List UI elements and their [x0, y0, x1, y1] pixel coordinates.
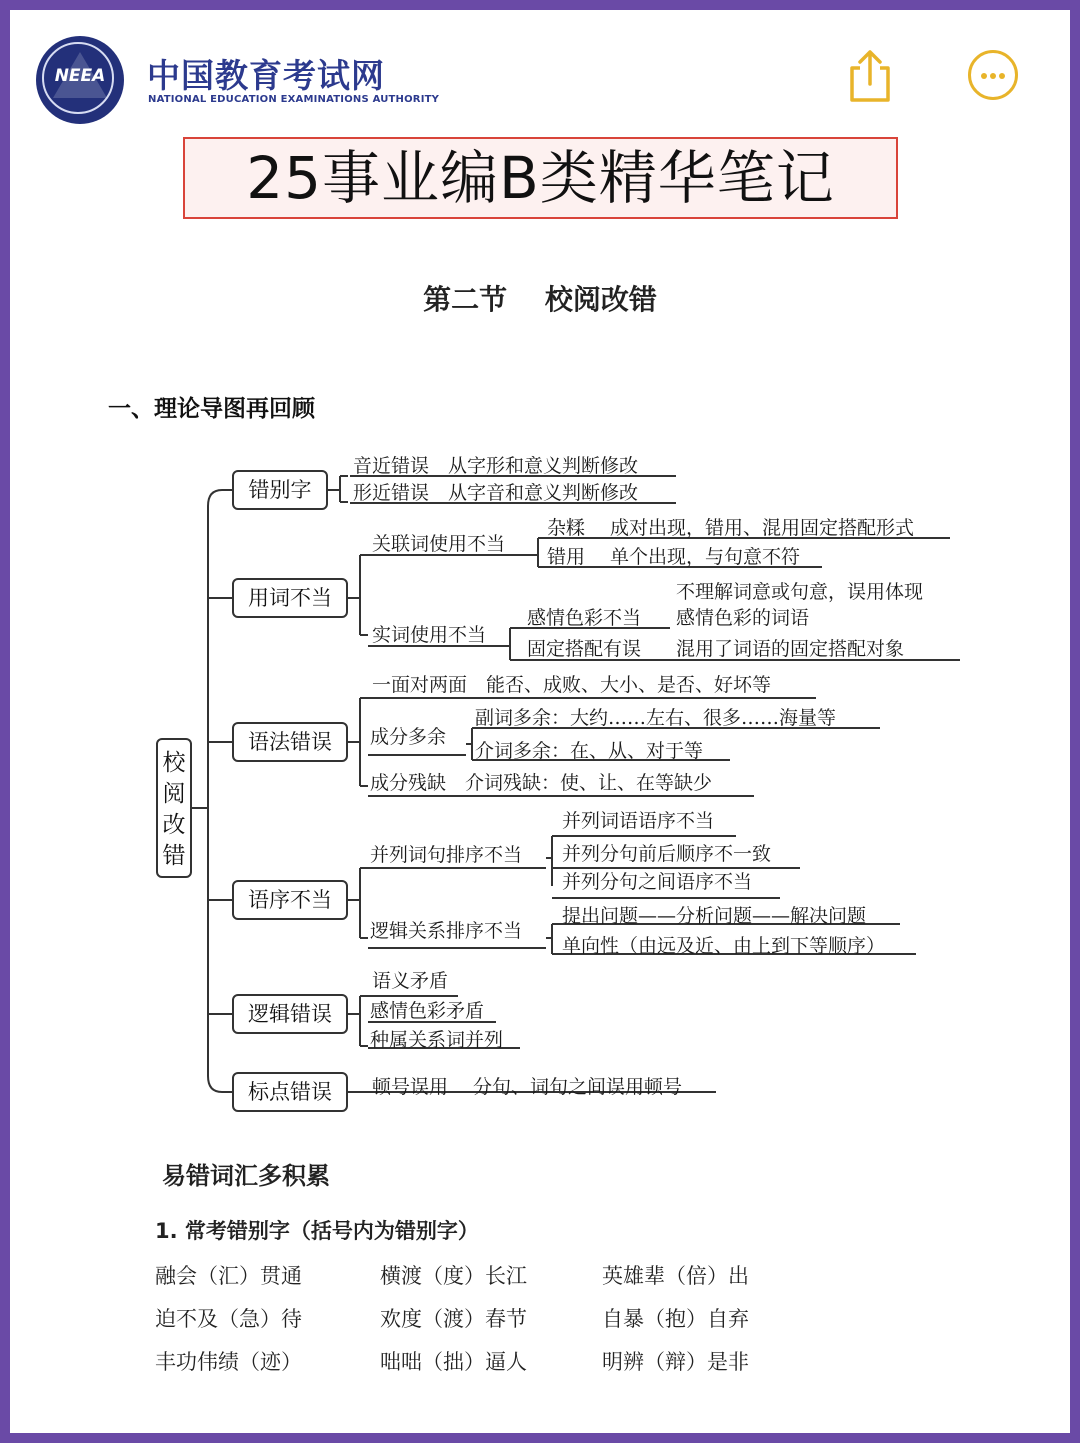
leaf-text: 成分残缺 介词残缺：使、让、在等缺少	[370, 772, 713, 794]
mindmap-root	[156, 738, 192, 878]
leaf-text: 混用了词语的固定搭配对象	[676, 638, 905, 660]
node-yuxu-budang: 语序不当	[232, 880, 348, 920]
mindmap-subhead: 一、理论导图再回顾	[108, 396, 315, 422]
leaf-text: 错用 单个出现，与句意不符	[547, 546, 801, 568]
leaf-text: 感情色彩的词语	[676, 607, 810, 629]
leaf-text: 感情色彩不当	[527, 607, 642, 629]
vocab-word: 明辨（辩）是非	[602, 1350, 749, 1374]
leaf-text: 感情色彩矛盾	[370, 1000, 485, 1022]
logo-monogram: NEEA	[54, 66, 106, 86]
vocab-heading: 易错词汇多积累	[162, 1162, 330, 1190]
root-char: 校	[162, 750, 186, 776]
vocab-word: 融会（汇）贯通	[155, 1264, 302, 1288]
vocab-word: 迫不及（急）待	[155, 1307, 302, 1331]
leaf-text: 并列分句前后顺序不一致	[562, 843, 772, 865]
node-yufa-cuowu: 语法错误	[232, 722, 348, 762]
branch-label: 成分多余	[370, 726, 447, 748]
section-title: 第二节 校阅改错	[423, 283, 657, 316]
vocab-word: 横渡（度）长江	[380, 1264, 527, 1288]
brand-name-en: NATIONAL EDUCATION EXAMINATIONS AUTHORITY	[148, 94, 440, 105]
root-char: 错	[162, 843, 186, 869]
branch-label: 实词使用不当	[372, 624, 487, 646]
leaf-text: 种属关系词并列	[370, 1029, 504, 1051]
leaf-text: 语义矛盾	[372, 970, 449, 992]
branch-label: 逻辑关系排序不当	[370, 920, 523, 942]
vocab-word: 自暴（抱）自弃	[602, 1307, 749, 1331]
note-page	[10, 10, 1070, 1433]
leaf-text: 并列词语语序不当	[562, 810, 715, 832]
leaf-text: 顿号误用 分句、词句之间误用顿号	[372, 1076, 683, 1098]
leaf-text: 不理解词意或句意，误用体现	[676, 581, 924, 603]
branch-label: 并列词句排序不当	[370, 844, 523, 866]
vocab-word: 英雄辈（倍）出	[602, 1264, 749, 1288]
banner-title: 25事业编B类精华笔记	[183, 137, 898, 219]
root-char: 改	[162, 812, 186, 838]
vocab-word: 咄咄（拙）逼人	[380, 1350, 527, 1374]
leaf-text: 一面对两面 能否、成败、大小、是否、好坏等	[372, 674, 772, 696]
root-char: 阅	[162, 781, 186, 807]
vocab-subheading: 1. 常考错别字（括号内为错别字）	[155, 1219, 479, 1243]
node-cuobiezi: 错别字	[232, 470, 328, 510]
leaf-text: 音近错误 从字形和意义判断修改	[353, 455, 639, 477]
leaf-text: 介词多余：在、从、对于等	[475, 740, 704, 762]
branch-label: 关联词使用不当	[372, 533, 506, 555]
brand-name-cn: 中国教育考试网	[147, 56, 385, 95]
vocab-word: 丰功伟绩（迹）	[155, 1350, 302, 1374]
leaf-text: 形近错误 从字音和意义判断修改	[353, 482, 639, 504]
leaf-text: 提出问题——分析问题——解决问题	[562, 905, 867, 927]
node-luoji-cuowu: 逻辑错误	[232, 994, 348, 1034]
leaf-text: 固定搭配有误	[527, 638, 642, 660]
node-yongci-budang: 用词不当	[232, 578, 348, 618]
leaf-text: 并列分句之间语序不当	[562, 871, 753, 893]
leaf-text: 单向性（由远及近、由上到下等顺序）	[562, 935, 886, 957]
node-biaodian-cuowu: 标点错误	[232, 1072, 348, 1112]
vocab-word: 欢度（渡）春节	[380, 1307, 527, 1331]
leaf-text: 杂糅 成对出现，错用、混用固定搭配形式	[547, 517, 915, 539]
leaf-text: 副词多余：大约……左右、很多……海量等	[475, 707, 837, 729]
